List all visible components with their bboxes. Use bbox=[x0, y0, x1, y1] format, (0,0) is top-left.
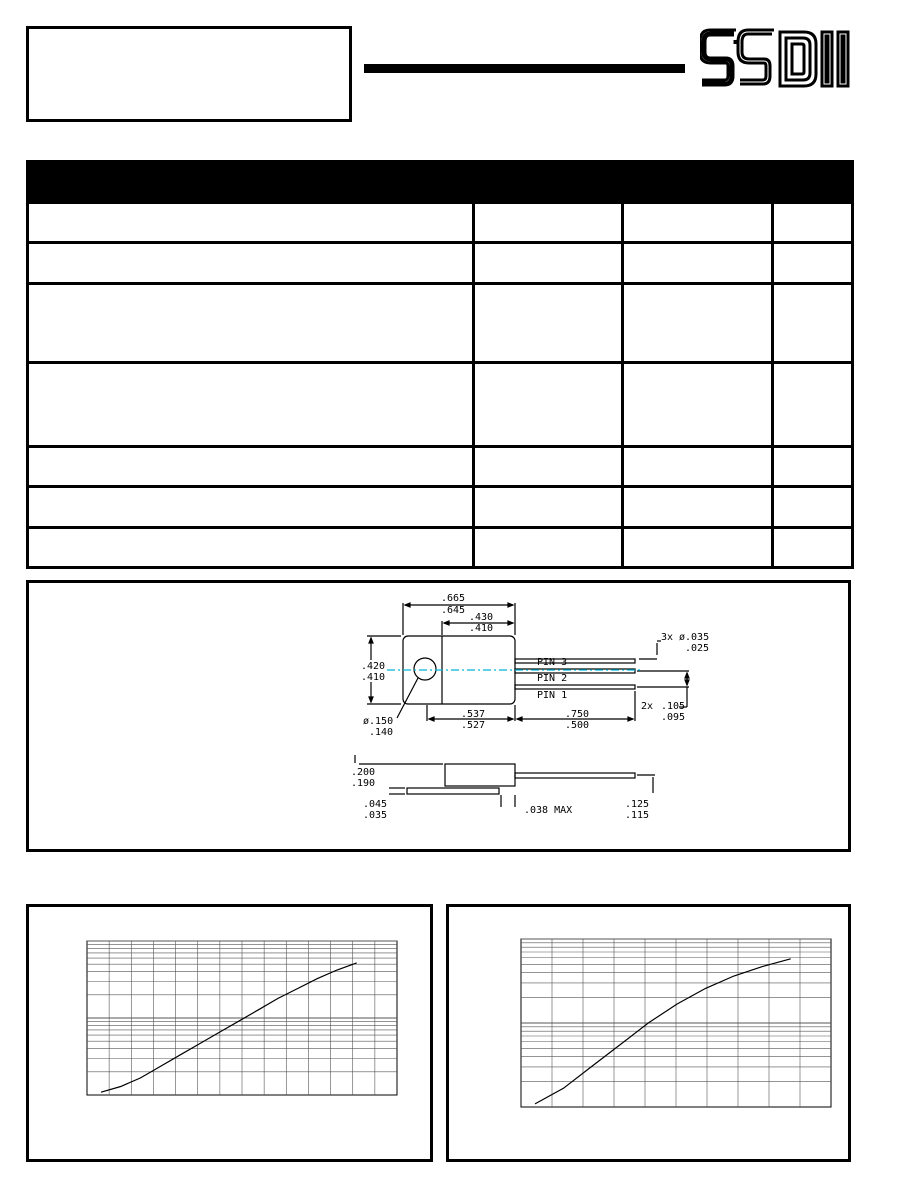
ssdi-logo bbox=[700, 28, 852, 90]
table-row bbox=[28, 447, 853, 487]
dim-width-min: .645 bbox=[441, 605, 466, 616]
dim-flange-max: .045 bbox=[363, 799, 388, 810]
package-outline-box bbox=[26, 580, 851, 852]
header-cell-parameter bbox=[28, 162, 474, 203]
dim-lead-min: .500 bbox=[565, 720, 590, 731]
table-row bbox=[28, 528, 853, 568]
dim-hole-max: ø.150 bbox=[363, 716, 394, 727]
dim-lead-h-max: .125 bbox=[625, 799, 650, 810]
chart-grid bbox=[521, 939, 831, 1107]
dim-hole-pos-min: .527 bbox=[461, 720, 486, 731]
dim-flange-min: .035 bbox=[363, 810, 388, 821]
dim-pin-qty: 3x bbox=[661, 632, 674, 643]
package-body-side bbox=[445, 764, 515, 786]
dim-pin-dia-min: .025 bbox=[685, 643, 710, 654]
series-line bbox=[101, 963, 357, 1092]
package-outline-drawing bbox=[29, 583, 848, 849]
part-title-box bbox=[26, 26, 352, 122]
pin-2-label: PIN 2 bbox=[537, 673, 568, 684]
dim-pitch-qty: 2x bbox=[641, 701, 654, 712]
dim-pitch-max: .105 bbox=[661, 701, 686, 712]
table-row bbox=[28, 284, 853, 363]
pin-1-label: PIN 1 bbox=[537, 690, 568, 701]
header-rule bbox=[364, 64, 685, 73]
dim-pitch-min: .095 bbox=[661, 712, 686, 723]
header-cell-value bbox=[623, 162, 773, 203]
dim-pin-dia-max: ø.035 bbox=[679, 632, 710, 643]
table-row bbox=[28, 243, 853, 284]
dim-tab-min: .410 bbox=[469, 623, 494, 634]
dim-lead-max: .750 bbox=[565, 709, 590, 720]
table-row bbox=[28, 203, 853, 243]
dim-lead-h-min: .115 bbox=[625, 810, 650, 821]
chart-left bbox=[29, 907, 430, 1159]
table-row bbox=[28, 363, 853, 447]
table-row bbox=[28, 487, 853, 528]
dim-ht-min: .190 bbox=[351, 778, 376, 789]
dim-width-max: .665 bbox=[441, 593, 466, 604]
mounting-hole bbox=[414, 658, 436, 680]
dim-gap: .038 MAX bbox=[524, 805, 573, 816]
spec-table bbox=[26, 160, 854, 569]
dim-height-min: .410 bbox=[361, 672, 386, 683]
chart-grid bbox=[87, 941, 397, 1095]
chart-right-box bbox=[446, 904, 851, 1162]
chart-left-box bbox=[26, 904, 433, 1162]
spec-table-header bbox=[28, 162, 853, 203]
header-cell-symbol bbox=[474, 162, 623, 203]
pin-3-label: PIN 3 bbox=[537, 657, 568, 668]
dim-ht-max: .200 bbox=[351, 767, 376, 778]
header-cell-unit bbox=[773, 162, 853, 203]
dim-hole-min: .140 bbox=[369, 727, 394, 738]
dim-hole-pos-max: .537 bbox=[461, 709, 486, 720]
dim-tab-max: .430 bbox=[469, 612, 494, 623]
dim-height-max: .420 bbox=[361, 661, 386, 672]
chart-right bbox=[449, 907, 848, 1159]
